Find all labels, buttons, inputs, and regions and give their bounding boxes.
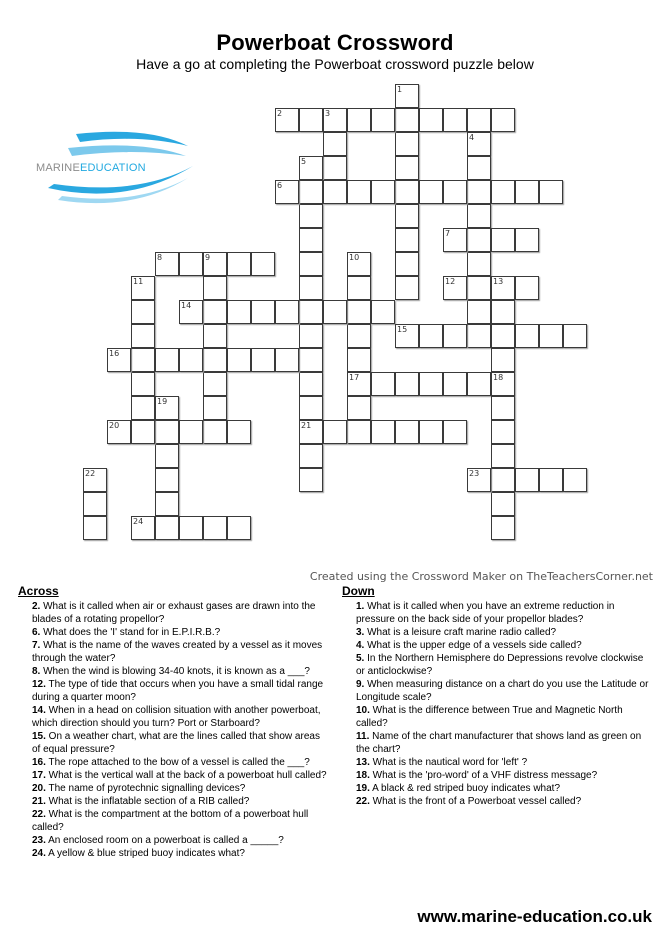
crossword-cell[interactable]: [395, 228, 419, 252]
crossword-cell[interactable]: [299, 228, 323, 252]
crossword-cell[interactable]: [395, 108, 419, 132]
crossword-cell[interactable]: [491, 300, 515, 324]
crossword-cell[interactable]: [539, 468, 563, 492]
crossword-cell[interactable]: [467, 132, 491, 156]
crossword-cell[interactable]: [419, 324, 443, 348]
across-clue: [18, 704, 330, 730]
clue-number: 21.: [32, 796, 46, 807]
across-clue: [18, 847, 330, 860]
crossword-cell[interactable]: [155, 516, 179, 540]
clue-number: 24: [133, 517, 144, 526]
across-heading: Across: [18, 584, 59, 598]
clue-number: 8.: [32, 666, 41, 677]
crossword-cell[interactable]: [179, 516, 203, 540]
clue-text: The name of pyrotechnic signalling devices?: [45, 783, 246, 794]
crossword-cell[interactable]: [299, 180, 323, 204]
crossword-cell[interactable]: [395, 276, 419, 300]
crossword-cell[interactable]: [539, 180, 563, 204]
crossword-cell[interactable]: [203, 396, 227, 420]
crossword-cell[interactable]: [347, 180, 371, 204]
crossword-cell[interactable]: [227, 252, 251, 276]
clue-number: 7.: [32, 640, 41, 651]
crossword-cell[interactable]: [323, 300, 347, 324]
crossword-cell[interactable]: [203, 348, 227, 372]
clue-number: 14: [181, 301, 192, 310]
crossword-cell[interactable]: [203, 420, 227, 444]
clue-number: 18: [493, 373, 504, 382]
clue-text: Name of the chart manufacturer that shows land as green on the chart?: [356, 731, 642, 755]
crossword-cell[interactable]: [179, 300, 203, 324]
clue-number: 20: [109, 421, 120, 430]
crossword-cell[interactable]: [443, 324, 467, 348]
clue-number: 23.: [32, 835, 46, 846]
crossword-cell[interactable]: [203, 324, 227, 348]
crossword-cell[interactable]: [203, 372, 227, 396]
crossword-cell[interactable]: [563, 468, 587, 492]
crossword-cell[interactable]: [443, 228, 467, 252]
crossword-cell[interactable]: [491, 276, 515, 300]
clue-number: 11: [133, 277, 144, 286]
crossword-cell[interactable]: [491, 420, 515, 444]
down-clue: [342, 782, 654, 795]
crossword-cell[interactable]: [443, 420, 467, 444]
crossword-cell[interactable]: [347, 300, 371, 324]
crossword-cell[interactable]: [275, 300, 299, 324]
crossword-cell[interactable]: [155, 444, 179, 468]
crossword-cell[interactable]: [515, 228, 539, 252]
clue-number: 17: [349, 373, 360, 382]
crossword-cell[interactable]: [251, 300, 275, 324]
crossword-cell[interactable]: [491, 444, 515, 468]
clue-text: What is the difference between True and Magnetic North called?: [356, 705, 623, 729]
crossword-cell[interactable]: [155, 396, 179, 420]
down-clue: [342, 730, 654, 756]
crossword-cell[interactable]: [467, 300, 491, 324]
crossword-cell[interactable]: [299, 348, 323, 372]
clue-number: 15: [397, 325, 408, 334]
clue-text: What is it called when you have an extreme reduction in pressure on the back side of your propellor blades?: [356, 601, 615, 625]
crossword-cell[interactable]: [83, 492, 107, 516]
clue-number: 12: [445, 277, 456, 286]
down-clue: [342, 600, 654, 626]
crossword-cell[interactable]: [155, 420, 179, 444]
crossword-cell[interactable]: [155, 348, 179, 372]
crossword-cell[interactable]: [467, 228, 491, 252]
crossword-cell[interactable]: [299, 396, 323, 420]
clue-number: 24.: [32, 848, 46, 859]
clue-text: What does the 'I' stand for in E.P.I.R.B.?: [40, 627, 221, 638]
clue-text: What is the compartment at the bottom of a powerboat hull called?: [32, 809, 309, 833]
crossword-cell[interactable]: [251, 348, 275, 372]
across-clue: [18, 782, 330, 795]
across-clue: [18, 626, 330, 639]
crossword-cell[interactable]: [515, 468, 539, 492]
clue-text: In the Northern Hemisphere do Depressions revolve clockwise or anticlockwise?: [356, 653, 644, 677]
crossword-cell[interactable]: [251, 252, 275, 276]
crossword-cell[interactable]: [347, 396, 371, 420]
clue-number: 11.: [356, 731, 370, 742]
crossword-cell[interactable]: [419, 420, 443, 444]
crossword-cell[interactable]: [299, 444, 323, 468]
clue-text: What is the 'pro-word' of a VHF distress message?: [369, 770, 598, 781]
crossword-cell[interactable]: [203, 516, 227, 540]
clue-number: 22.: [32, 809, 46, 820]
clue-number: 4.: [356, 640, 365, 651]
down-clue: [342, 769, 654, 782]
crossword-cell[interactable]: [491, 396, 515, 420]
down-heading: Down: [342, 584, 375, 598]
crossword-cell[interactable]: [467, 180, 491, 204]
clue-text: A black & red striped buoy indicates what?: [369, 783, 561, 794]
crossword-cell[interactable]: [299, 300, 323, 324]
crossword-cell[interactable]: [323, 156, 347, 180]
clue-text: What is a leisure craft marine radio called?: [364, 627, 557, 638]
across-clue: [18, 834, 330, 847]
clue-number: 13: [493, 277, 504, 286]
crossword-cell[interactable]: [155, 468, 179, 492]
clue-number: 14.: [32, 705, 46, 716]
credit-line: Created using the Crossword Maker on TheTeachersCorner.net: [309, 570, 653, 583]
logo-wordmark: MARINEEDUCATION: [36, 162, 146, 174]
crossword-cell[interactable]: [467, 468, 491, 492]
clue-number: 7: [445, 229, 451, 238]
crossword-cell[interactable]: [323, 108, 347, 132]
crossword-cell[interactable]: [395, 180, 419, 204]
crossword-cell[interactable]: [299, 372, 323, 396]
crossword-cell[interactable]: [347, 372, 371, 396]
crossword-cell[interactable]: [491, 372, 515, 396]
crossword-cell[interactable]: [299, 420, 323, 444]
crossword-cell[interactable]: [467, 372, 491, 396]
clue-text: When the wind is blowing 34-40 knots, it is known as a ___?: [40, 666, 310, 677]
crossword-cell[interactable]: [467, 108, 491, 132]
crossword-cell[interactable]: [563, 324, 587, 348]
crossword-cell[interactable]: [419, 372, 443, 396]
crossword-cell[interactable]: [347, 420, 371, 444]
clue-number: 19.: [356, 783, 370, 794]
clue-number: 19: [157, 397, 168, 406]
crossword-cell[interactable]: [131, 348, 155, 372]
clue-number: 18.: [356, 770, 370, 781]
across-clue: [18, 756, 330, 769]
down-clue: [342, 652, 654, 678]
down-clue: [342, 639, 654, 652]
clue-number: 10: [349, 253, 360, 262]
crossword-cell[interactable]: [371, 180, 395, 204]
down-clue: [342, 795, 654, 808]
crossword-cell[interactable]: [299, 204, 323, 228]
down-clues: [342, 585, 654, 808]
crossword-cell[interactable]: [395, 252, 419, 276]
crossword-cell[interactable]: [131, 420, 155, 444]
crossword-cell[interactable]: [347, 108, 371, 132]
crossword-cell[interactable]: [395, 204, 419, 228]
crossword-cell[interactable]: [107, 420, 131, 444]
crossword-cell[interactable]: [491, 348, 515, 372]
crossword-cell[interactable]: [491, 468, 515, 492]
crossword-cell[interactable]: [371, 108, 395, 132]
clue-number: 16: [109, 349, 120, 358]
crossword-cell[interactable]: [131, 300, 155, 324]
crossword-cell[interactable]: [395, 420, 419, 444]
clue-number: 9.: [356, 679, 365, 690]
crossword-cell[interactable]: [275, 348, 299, 372]
crossword-cell[interactable]: [323, 180, 347, 204]
clue-number: 13.: [356, 757, 370, 768]
crossword-cell[interactable]: [299, 252, 323, 276]
crossword-cell[interactable]: [491, 108, 515, 132]
crossword-cell[interactable]: [275, 108, 299, 132]
crossword-cell[interactable]: [467, 324, 491, 348]
clue-number: 22: [85, 469, 96, 478]
crossword-cell[interactable]: [299, 156, 323, 180]
clue-text: When measuring distance on a chart do you use the Latitude or Longitude scale?: [356, 679, 649, 703]
crossword-cell[interactable]: [539, 324, 563, 348]
crossword-cell[interactable]: [467, 252, 491, 276]
down-clue: [342, 678, 654, 704]
crossword-cell[interactable]: [443, 276, 467, 300]
clue-number: 6: [277, 181, 283, 190]
clue-text: The type of tide that occurs when you have a small tidal range during a quarter moon?: [32, 679, 324, 703]
crossword-cell[interactable]: [179, 420, 203, 444]
crossword-cell[interactable]: [371, 300, 395, 324]
down-clue: [342, 704, 654, 730]
across-clue: [18, 639, 330, 665]
across-clue: [18, 678, 330, 704]
across-clue: [18, 769, 330, 782]
clue-number: 9: [205, 253, 211, 262]
clue-text: What is the inflatable section of a RIB called?: [45, 796, 250, 807]
crossword-cell[interactable]: [491, 228, 515, 252]
crossword-cell[interactable]: [347, 252, 371, 276]
clue-number: 2.: [32, 601, 41, 612]
crossword-cell[interactable]: [323, 132, 347, 156]
crossword-cell[interactable]: [347, 324, 371, 348]
crossword-cell[interactable]: [131, 396, 155, 420]
crossword-cell[interactable]: [515, 324, 539, 348]
clue-text: On a weather chart, what are the lines called that show areas of equal pressure?: [32, 731, 320, 755]
page-title: Powerboat Crossword: [216, 30, 454, 55]
crossword-cell[interactable]: [491, 516, 515, 540]
crossword-cell[interactable]: [443, 372, 467, 396]
crossword-cell[interactable]: [371, 420, 395, 444]
crossword-cell[interactable]: [131, 372, 155, 396]
clue-number: 5.: [356, 653, 365, 664]
crossword-cell[interactable]: [179, 348, 203, 372]
clue-text: When in a head on collision situation with another powerboat, which direction should you turn? Port or Starboard?: [32, 705, 321, 729]
across-clue: [18, 665, 330, 678]
crossword-cell[interactable]: [131, 324, 155, 348]
crossword-cell[interactable]: [491, 180, 515, 204]
clue-number: 3: [325, 109, 331, 118]
crossword-cell[interactable]: [155, 492, 179, 516]
clue-number: 4: [469, 133, 475, 142]
crossword-cell[interactable]: [395, 156, 419, 180]
crossword-cell[interactable]: [395, 84, 419, 108]
clue-number: 1: [397, 85, 403, 94]
clue-text: An enclosed room on a powerboat is called a _____?: [45, 835, 284, 846]
crossword-cell[interactable]: [227, 516, 251, 540]
clue-number: 23: [469, 469, 480, 478]
crossword-cell[interactable]: [323, 420, 347, 444]
clue-text: What is the name of the waves created by a vessel as it moves through the water?: [32, 640, 323, 664]
across-clue: [18, 730, 330, 756]
crossword-cell[interactable]: [131, 516, 155, 540]
crossword-cell[interactable]: [347, 348, 371, 372]
clue-text: A yellow & blue striped buoy indicates what?: [45, 848, 245, 859]
crossword-cell[interactable]: [179, 252, 203, 276]
crossword-cell[interactable]: [467, 276, 491, 300]
crossword-cell[interactable]: [107, 348, 131, 372]
across-clue: [18, 795, 330, 808]
crossword-cell[interactable]: [203, 300, 227, 324]
crossword-cell[interactable]: [419, 108, 443, 132]
crossword-cell[interactable]: [299, 276, 323, 300]
crossword-cell[interactable]: [227, 420, 251, 444]
crossword-cell[interactable]: [83, 516, 107, 540]
crossword-cell[interactable]: [491, 324, 515, 348]
crossword-cell[interactable]: [491, 492, 515, 516]
across-clue: [18, 600, 330, 626]
across-clues: [18, 585, 330, 860]
clue-number: 5: [301, 157, 307, 166]
crossword-cell[interactable]: [227, 300, 251, 324]
crossword-cell[interactable]: [395, 372, 419, 396]
clue-number: 1.: [356, 601, 365, 612]
crossword-cell[interactable]: [203, 276, 227, 300]
crossword-cell[interactable]: [347, 276, 371, 300]
crossword-cell[interactable]: [275, 180, 299, 204]
crossword-cell[interactable]: [467, 204, 491, 228]
clue-number: 22.: [356, 796, 370, 807]
clue-number: 8: [157, 253, 163, 262]
crossword-cell[interactable]: [515, 180, 539, 204]
clue-number: 16.: [32, 757, 46, 768]
crossword-cell[interactable]: [131, 276, 155, 300]
clue-text: What is the front of a Powerboat vessel called?: [369, 796, 582, 807]
crossword-cell[interactable]: [227, 348, 251, 372]
clue-number: 3.: [356, 627, 365, 638]
clue-text: The rope attached to the bow of a vessel is called the ___?: [45, 757, 310, 768]
clue-number: 17.: [32, 770, 46, 781]
crossword-cell[interactable]: [299, 324, 323, 348]
clue-number: 20.: [32, 783, 46, 794]
crossword-cell[interactable]: [155, 252, 179, 276]
across-clue: [18, 808, 330, 834]
crossword-cell[interactable]: [443, 108, 467, 132]
crossword-cell[interactable]: [395, 324, 419, 348]
crossword-cell[interactable]: [83, 468, 107, 492]
crossword-cell[interactable]: [515, 276, 539, 300]
website-url[interactable]: www.marine-education.co.uk: [417, 907, 652, 926]
crossword-cell[interactable]: [467, 156, 491, 180]
down-clue: [342, 626, 654, 639]
clue-number: 15.: [32, 731, 46, 742]
clue-number: 10.: [356, 705, 370, 716]
crossword-cell[interactable]: [419, 180, 443, 204]
crossword-cell[interactable]: [395, 132, 419, 156]
clue-text: What is the nautical word for 'left' ?: [369, 757, 528, 768]
clue-text: What is it called when air or exhaust gases are drawn into the blades of a rotating propellor?: [32, 601, 316, 625]
clue-text: What is the upper edge of a vessels side called?: [364, 640, 582, 651]
crossword-cell[interactable]: [371, 372, 395, 396]
clue-number: 12.: [32, 679, 46, 690]
clue-text: What is the vertical wall at the back of a powerboat hull called?: [45, 770, 327, 781]
down-clue: [342, 756, 654, 769]
crossword-cell[interactable]: [299, 468, 323, 492]
clue-number: 2: [277, 109, 283, 118]
clue-number: 21: [301, 421, 312, 430]
page-subtitle: Have a go at completing the Powerboat crossword puzzle below: [136, 56, 534, 72]
crossword-cell[interactable]: [443, 180, 467, 204]
clue-number: 6.: [32, 627, 41, 638]
crossword-cell[interactable]: [299, 108, 323, 132]
crossword-cell[interactable]: [203, 252, 227, 276]
